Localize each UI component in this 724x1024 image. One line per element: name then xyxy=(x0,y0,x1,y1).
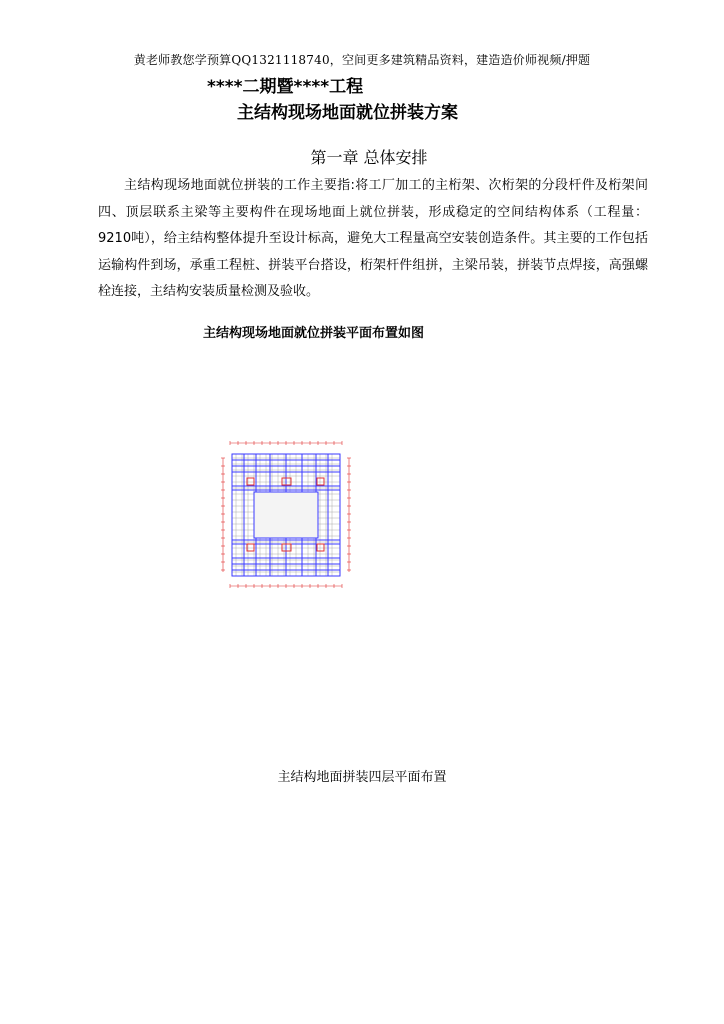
document-title: ****二期暨****工程 xyxy=(207,77,364,97)
figure-heading: 主结构现场地面就位拼装平面布置如图 xyxy=(203,326,425,341)
floor-plan-drawing xyxy=(220,440,352,590)
chapter-heading: 第一章 总体安排 xyxy=(310,148,428,167)
central-opening xyxy=(254,492,318,538)
document-subtitle: 主结构现场地面就位拼装方案 xyxy=(237,103,458,123)
figure-caption: 主结构地面拼装四层平面布置 xyxy=(277,770,447,785)
header-note: 黄老师教您学预算QQ1321118740，空间更多建筑精品资料，建造造价师视频/押题 xyxy=(133,53,591,67)
body-paragraph: 主结构现场地面就位拼装的工作主要指:将工厂加工的主桁架、次桁架的分段杆件及桁架间四、顶层联系主梁等主要构件在现场地面上就位拼装，形成稳定的空间结构体系（工程量：9210吨），给主结构整体提升至设计标高，避免大工程量高空安装创造条件。其主要的工作包括运输构件到场，承重工程桩、拼装平台搭设，桁架杆件组拼，主梁吊装，拼装节点焊接，高强螺栓连接，主结构安装质量检测及验收。 xyxy=(98,178,648,299)
